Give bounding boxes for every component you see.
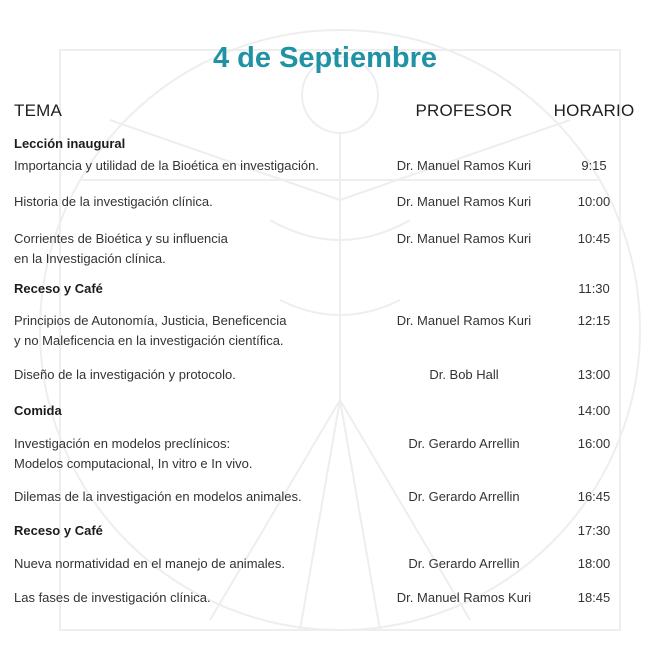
row-topic: Nueva normatividad en el manejo de animales. xyxy=(14,556,285,571)
row-topic: Investigación en modelos preclínicos: Modelos computacional, In vitro e In vivo. xyxy=(14,436,253,471)
row-topic: Importancia y utilidad de la Bioética en investigación. xyxy=(14,158,319,173)
page-title: 4 de Septiembre xyxy=(212,42,438,74)
row-professor: Dr. Gerardo Arrellin xyxy=(408,436,520,451)
row-topic: Corrientes de Bioética y su influencia en la Investigación clínica. xyxy=(14,231,228,266)
row-time: 10:00 xyxy=(577,194,611,209)
row-time: 17:30 xyxy=(577,523,611,538)
row-time: 18:00 xyxy=(577,556,611,571)
row-professor: Dr. Gerardo Arrellin xyxy=(408,489,520,504)
header-professor: PROFESOR xyxy=(415,101,513,120)
row-professor: Dr. Manuel Ramos Kuri xyxy=(396,590,532,605)
row-topic: Historia de la investigación clínica. xyxy=(14,194,213,209)
row-professor: Dr. Manuel Ramos Kuri xyxy=(396,194,532,209)
row-time: 16:00 xyxy=(577,436,611,451)
row-topic: Comida xyxy=(14,403,62,418)
row-topic: Principios de Autonomía, Justicia, Beneficencia y no Maleficencia en la investigación científica. xyxy=(14,313,287,348)
row-topic: Receso y Café xyxy=(14,523,103,538)
row-time: 11:30 xyxy=(578,281,610,296)
row-professor: Dr. Manuel Ramos Kuri xyxy=(396,231,532,246)
header-time: HORARIO xyxy=(553,101,635,120)
row-topic: Diseño de la investigación y protocolo. xyxy=(14,367,236,382)
row-professor: Dr. Manuel Ramos Kuri xyxy=(396,158,532,173)
row-time: 10:45 xyxy=(577,231,611,246)
row-time: 18:45 xyxy=(577,590,611,605)
row-topic: Receso y Café xyxy=(14,281,103,296)
opening-lecture-label: Lección inaugural xyxy=(14,136,126,151)
row-professor: Dr. Bob Hall xyxy=(429,367,499,382)
row-time: 14:00 xyxy=(577,403,611,418)
row-topic: Las fases de investigación clínica. xyxy=(14,590,211,605)
row-time: 13:00 xyxy=(577,367,611,382)
row-time: 9:15 xyxy=(581,158,607,173)
header-topic: TEMA xyxy=(14,101,63,120)
row-professor: Dr. Manuel Ramos Kuri xyxy=(396,313,532,328)
row-professor: Dr. Gerardo Arrellin xyxy=(408,556,520,571)
row-time: 16:45 xyxy=(577,489,611,504)
row-topic: Dilemas de la investigación en modelos animales. xyxy=(14,489,302,504)
row-time: 12:15 xyxy=(577,313,611,328)
